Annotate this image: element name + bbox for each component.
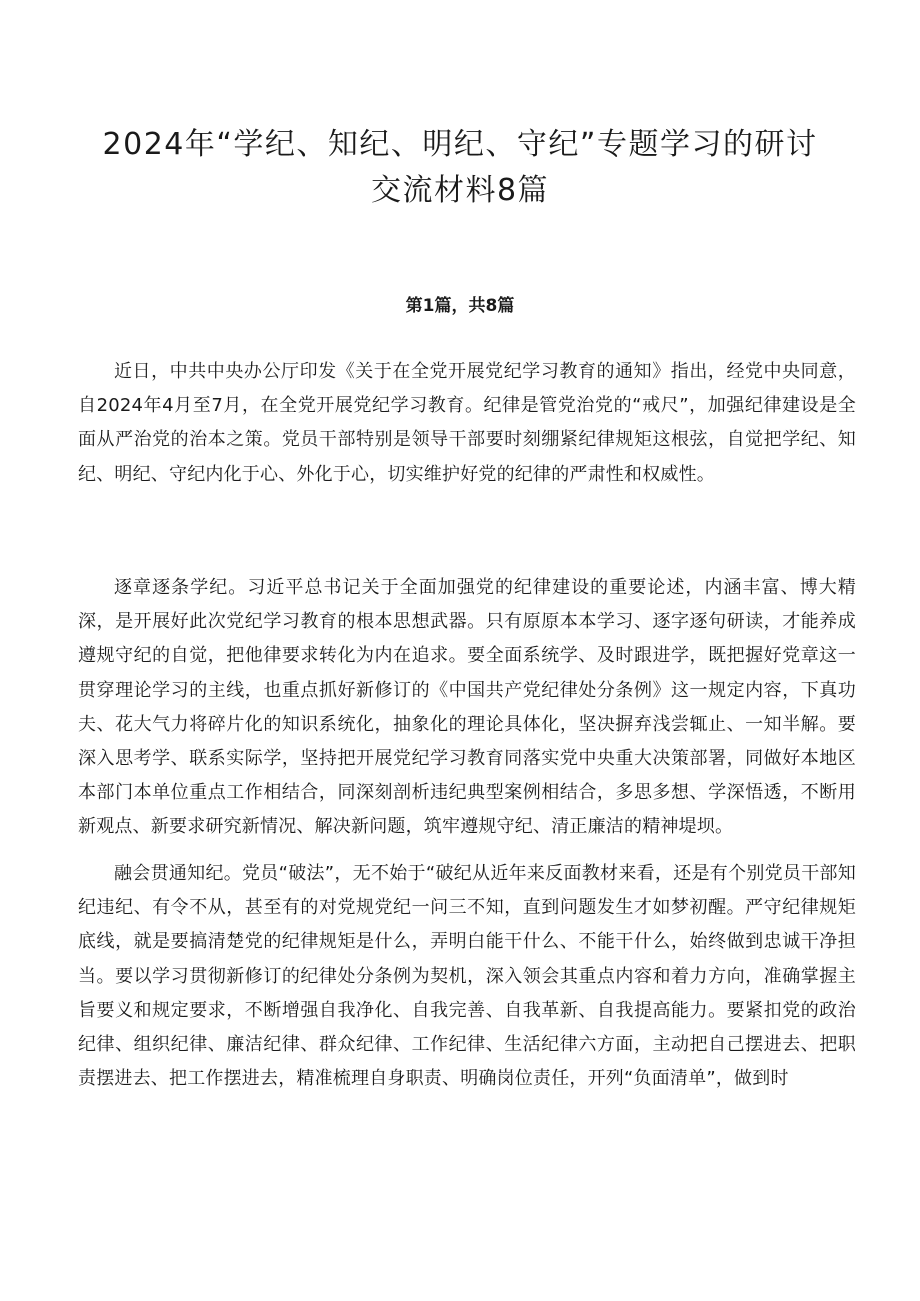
paragraph-intro: 近日，中共中央办公厅印发《关于在全党开展党纪学习教育的通知》指出，经党中央同意，自2024年4月至7月，在全党开展党纪学习教育。纪律是管党治党的“戒尺”，加强纪律建设是全面从严治党的治本之策。党员干部特别是领导干部要时刻绷紧纪律规矩这根弦，自觉把学纪、知纪、明纪、守纪内化于心、外化于心，切实维护好党的纪律的严肃性和权威性。 [78,361,856,485]
document-title: 2024年“学纪、知纪、明纪、守纪”专题学习的研讨交流材料8篇 [102,127,818,208]
paragraph-study-discipline: 逐章逐条学纪。习近平总书记关于全面加强党的纪律建设的重要论述，内涵丰富、博大精深，是开展好此次党纪学习教育的根本思想武器。只有原原本本学习、逐字逐句研读，才能养成遵规守纪的自觉，把他律要求转化为内在追求。要全面系统学、及时跟进学，既把握好党章这一贯穿理论学习的主线，也重点抓好新修订的《中国共产党纪律处分条例》这一规定内容，下真功夫、花大气力将碎片化的知识系统化，抽象化的理论具体化，坚决摒弃浅尝辄止、一知半解。要深入思考学、联系实际学，坚持把开展党纪学习教育同落实党中央重大决策部署，同做好本地区本部门本单位重点工作相结合，同深刻剖析违纪典型案例相结合，多思多想、学深悟透，不断用新观点、新要求研究新情况、解决新问题，筑牢遵规守纪、清正廉洁的精神堤坝。 [78,577,856,838]
part-label: 第1篇，共8篇 [405,296,515,316]
paragraph-know-discipline: 融会贯通知纪。党员“破法”，无不始于“破纪从近年来反面教材来看，还是有个别党员干部知纪违纪、有令不从，甚至有的对党规党纪一问三不知，直到问题发生才如梦初醒。严守纪律规矩底线，就是要搞清楚党的纪律规矩是什么，弄明白能干什么、不能干什么，始终做到忠诚干净担当。要以学习贯彻新修订的纪律处分条例为契机，深入领会其重点内容和着力方向，准确掌握主旨要义和规定要求，不断增强自我净化、自我完善、自我革新、自我提高能力。要紧扣党的政治纪律、组织纪律、廉洁纪律、群众纪律、工作纪律、生活纪律六方面，主动把自己摆进去、把职责摆进去、把工作摆进去，精准梳理自身职责、明确岗位责任，开列“负面清单”，做到时 [78,863,856,1090]
